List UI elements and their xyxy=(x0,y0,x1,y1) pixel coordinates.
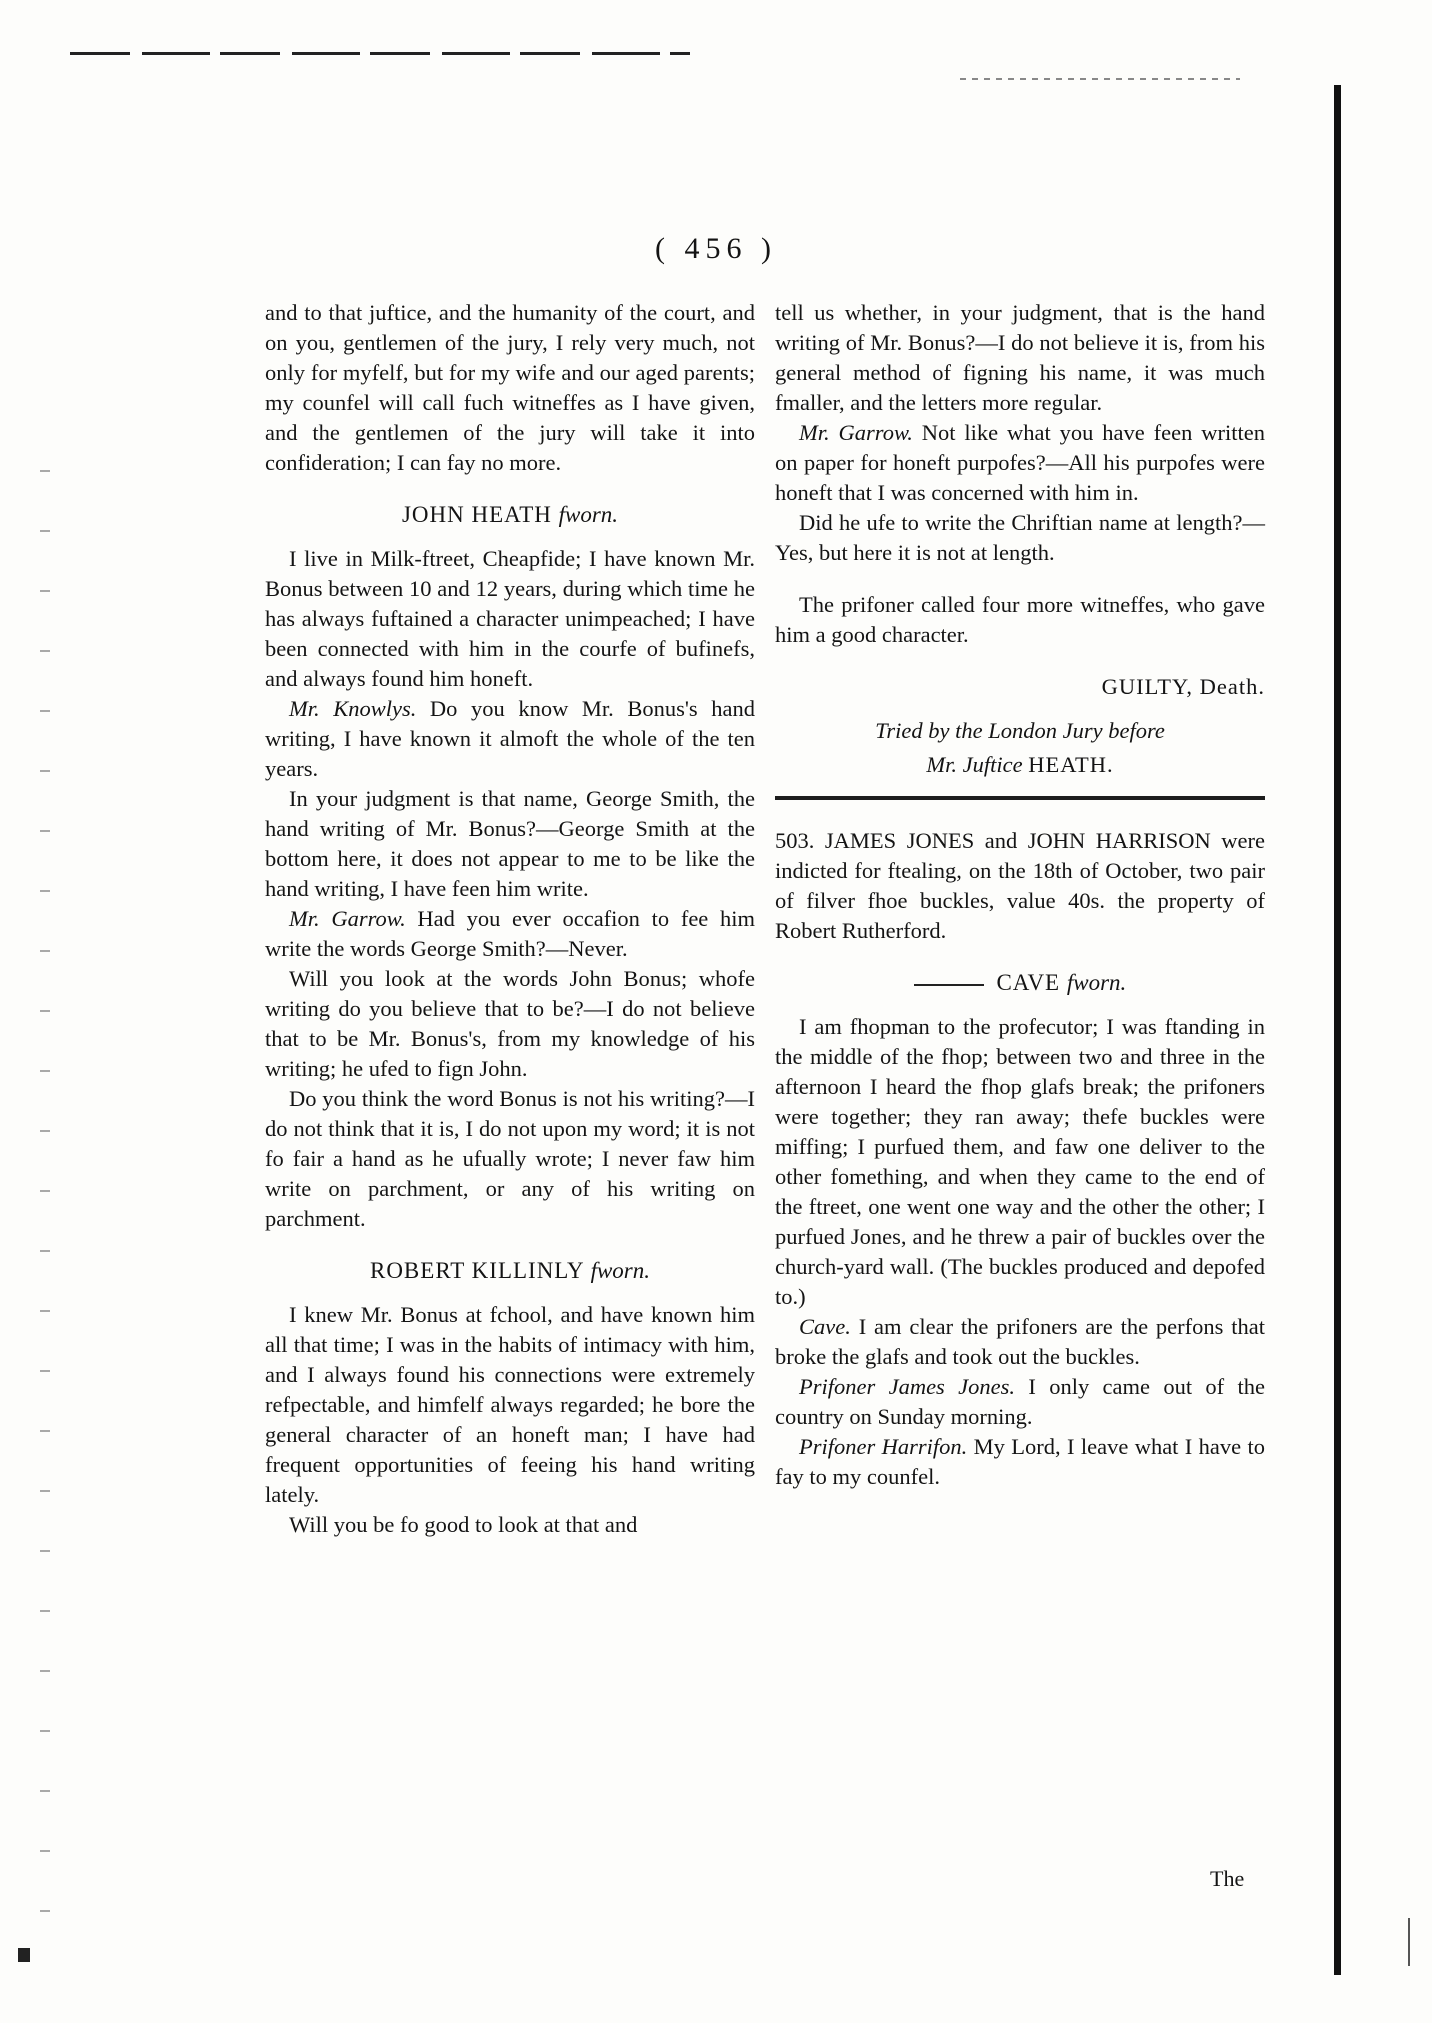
paragraph: In your judgment is that name, George Smith, the hand writing of Mr. Bonus?—George Smith at the bottom here, it does not appear to me to be like the hand writing, I have feen him write. xyxy=(265,786,755,901)
case-text: JAMES JONES and JOHN HARRISON were indicted for ftealing, on the 18th of October, two pair of filver fhoe buckles, value 40s. the property of Robert Rutherford. xyxy=(775,828,1266,943)
paragraph: Prifoner Harrifon. My Lord, I leave what I have to fay to my counfel. xyxy=(775,1434,1266,1489)
speaker: Cave. xyxy=(799,1314,851,1339)
speaker: Mr. Garrow. xyxy=(799,420,913,445)
page-edge-border xyxy=(1334,85,1341,1975)
edge-mark xyxy=(1408,1918,1410,1966)
section-divider xyxy=(775,796,1265,800)
paragraph: tell us whether, in your judgment, that is the hand writing of Mr. Bonus?—I do not believe it is, from his general method of figning his name, it was much fmaller, and the letters more regular. xyxy=(775,300,1265,415)
speaker: Prifoner Harrifon. xyxy=(799,1434,968,1459)
witness-name: ROBERT KILLINLY xyxy=(369,1258,584,1283)
right-column xyxy=(775,298,1265,1492)
witness-heading xyxy=(775,968,1265,998)
margin-marks xyxy=(40,470,50,1970)
paragraph: The prifoner called four more witneffes, who gave him a good character. xyxy=(775,592,1265,647)
witness-heading xyxy=(265,1256,755,1286)
paragraph: I knew Mr. Bonus at fchool, and have known him all that time; I was in the habits of intimacy with him, and I always found his connections were extremely refpectable, and himfelf always regarded; he bore the general character of an honeft man; I have had frequent opportunities of feeing his hand writing lately. xyxy=(265,1302,755,1507)
speaker: Mr. Garrow. xyxy=(289,906,406,931)
case-number: 503. xyxy=(775,828,815,853)
paragraph: Do you think the word Bonus is not his writing?—I do not think that it is, I do not upon my word; it is not fo fair a hand as he ufually wrote; I never faw him write on parchment, or any of his writing on parchment. xyxy=(265,1086,755,1231)
sworn-label: fworn. xyxy=(558,502,619,527)
sworn-label: fworn. xyxy=(590,1258,650,1283)
paragraph: Cave. I am clear the prifoners are the perfons that broke the glafs and took out the buckles. xyxy=(775,1314,1265,1369)
paragraph: Mr. Knowlys. Do you know Mr. Bonus's hand writing, I have known it almoft the whole of the ten years. xyxy=(265,696,755,781)
paragraph: Mr. Garrow. Had you ever occafion to fee him write the words George Smith?—Never. xyxy=(265,906,755,961)
paragraph: I live in Milk-ftreet, Cheapfide; I have known Mr. Bonus between 10 and 12 years, during which time he has always fuftained a character unimpeached; I have been connected with him in the courfe of bufinefs, and always found him honeft. xyxy=(265,546,755,691)
name-dash xyxy=(914,984,984,986)
judge-line: Mr. Juftice HEATH. xyxy=(926,752,1114,777)
witness-name: CAVE xyxy=(996,970,1061,995)
catchword: The xyxy=(1210,1866,1245,1891)
top-rule xyxy=(70,52,690,55)
speaker: Mr. Knowlys. xyxy=(289,696,417,721)
left-column xyxy=(265,298,755,1540)
paragraph: Will you look at the words John Bonus; whofe writing do you believe that to be?—I do not believe that to be Mr. Bonus's, from my knowledge of his writing; he ufed to fign John. xyxy=(265,966,755,1081)
corner-mark xyxy=(18,1948,30,1962)
paragraph: Will you be fo good to look at that and xyxy=(289,1512,638,1537)
top-rule-faint xyxy=(960,78,1240,80)
paragraph: Did he ufe to write the Chriftian name at length?—Yes, but here it is not at length. xyxy=(775,510,1265,565)
speaker: Prifoner James Jones. xyxy=(799,1374,1016,1399)
sworn-label: fworn. xyxy=(1066,970,1127,995)
tried-by-line: Tried by the London Jury before xyxy=(875,718,1165,743)
paragraph: Prifoner James Jones. I only came out of the country on Sunday morning. xyxy=(775,1374,1266,1429)
page-number: ( 456 ) xyxy=(655,232,777,265)
verdict: GUILTY, Death. xyxy=(1101,674,1265,699)
witness-heading xyxy=(265,500,755,530)
case-entry xyxy=(775,826,1265,946)
paragraph: Mr. Garrow. Not like what you have feen written on paper for honeft purpofes?—All his purpofes were honeft that I was concerned with him in. xyxy=(775,420,1265,505)
witness-name: JOHN HEATH xyxy=(401,502,552,527)
paragraph: I am fhopman to the profecutor; I was ftanding in the middle of the fhop; between two and three in the afternoon I heard the fhop glafs break; the prifoners were together; they ran away; thefe buckles were miffing; I purfued them, and faw one deliver to the other fomething, and when they came to the end of the ftreet, one went one way and the other the other; I purfued Jones, and he threw a pair of buckles over the church-yard wall. (The buckles produced and depofed to.) xyxy=(775,1014,1265,1309)
paragraph: and to that juftice, and the humanity of the court, and on you, gentlemen of the jury, I rely very much, not only for myfelf, but for my wife and our aged parents; my counfel will call fuch witneffes as I have given, and the gentlemen of the jury will take it into confideration; I can fay no more. xyxy=(265,300,755,475)
